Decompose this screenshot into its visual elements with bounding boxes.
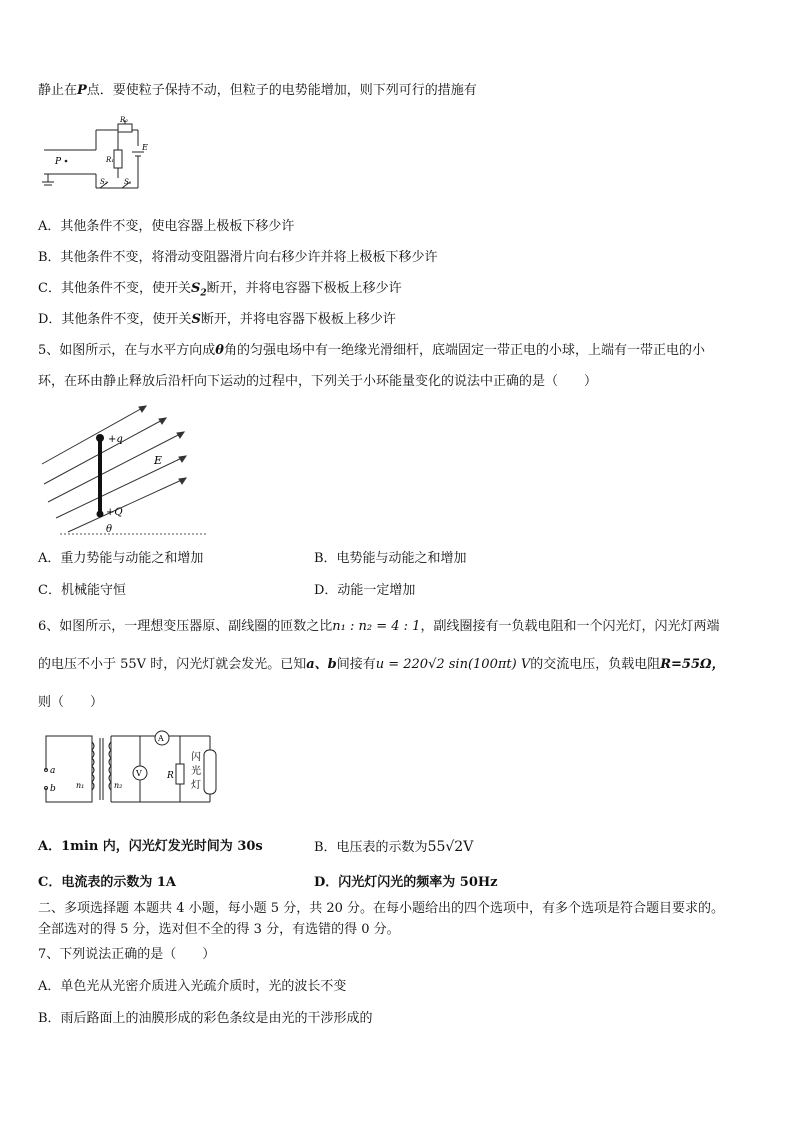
q4-option-c-text-a: C．其他条件不变，使开关 — [38, 281, 191, 296]
fig-label-s2: S₂ — [100, 178, 108, 186]
fig-label-n2: n₂ — [114, 781, 123, 790]
q4-circuit-figure — [38, 112, 158, 200]
q6-stem-text-e: 的交流电压，负载电阻 — [530, 657, 661, 672]
q4-option-b: B．其他条件不变，将滑动变阻器滑片向右移少许并将上极板下移少许 — [38, 250, 438, 265]
fig-label-theta: θ — [106, 524, 113, 535]
q6-transformer-figure — [38, 726, 228, 816]
q5-option-c: C．机械能守恒 — [38, 583, 126, 598]
fig-ammeter-label: A — [158, 734, 164, 743]
q6-option-b-text: B．电压表的示数为 — [314, 840, 428, 855]
q5-stem-text-b: 角的匀强电场中有一绝缘光滑细杆，底端固定一带正电的小球，上端有一带正电的小 — [223, 343, 705, 358]
q4-stem-text-b: 点．要使粒子保持不动，但粒子的电势能增加，则下列可行的措施有 — [86, 83, 477, 98]
section2-line2: 全部选对的得 5 分，选对但不全的得 3 分，有选错的得 0 分。 — [38, 922, 400, 937]
q6-stem-text-c: 的电压不小于 55V 时，闪光灯就会发光。已知 — [38, 657, 307, 672]
q6-turns-ratio: n₁ : n₂ = 4 : 1 — [332, 619, 421, 634]
fig-lamp-char-3: 灯 — [191, 780, 201, 791]
q4-point-p: P — [77, 83, 87, 98]
fig-terminal-a: a — [50, 766, 56, 776]
q5-stem-text-a: 5、如图所示，在与水平方向成 — [38, 343, 216, 358]
q5-stem-line2: 环，在环由静止释放后沿杆向下运动的过程中，下列关于小环能量变化的说法中正确的是（ ） — [38, 374, 598, 389]
q5-stem-line1 — [38, 342, 705, 360]
q4-option-c — [38, 280, 402, 303]
q5-option-b: B．电势能与动能之和增加 — [314, 551, 467, 566]
q6-terminals: a、b — [306, 657, 337, 672]
q5-option-d: D．动能一定增加 — [314, 583, 416, 598]
fig-label-field-e: E — [154, 454, 163, 467]
q4-option-d-switch: S — [191, 312, 201, 327]
q6-stem-line3: 则（ ） — [38, 695, 104, 710]
fig-label-plus-Q: +Q — [106, 507, 123, 518]
q6-stem-line1 — [38, 618, 719, 636]
fig-voltmeter-label: V — [136, 769, 142, 778]
q4-option-c-text-b: 断开，并将电容器下极板上移少许 — [206, 281, 402, 296]
q6-stem-text-a: 6、如图所示，一理想变压器原、副线圈的匝数之比 — [38, 619, 333, 634]
fig-label-plus-q: +q — [108, 434, 123, 445]
q4-option-a: A．其他条件不变，使电容器上极板下移少许 — [38, 219, 295, 234]
fig-terminal-b: b — [50, 784, 56, 794]
fig-label-p: P — [55, 157, 62, 167]
q4-option-c-switch: S — [190, 281, 201, 296]
q6-option-a: A．1min 内，闪光灯发光时间为 30s — [38, 839, 263, 854]
fig-label-e: E — [142, 143, 148, 152]
fig-lamp-char-2: 光 — [191, 766, 201, 777]
q5-option-a: A．重力势能与动能之和增加 — [38, 551, 204, 566]
q4-option-c-switch-subscript: 2 — [200, 288, 207, 299]
fig-lamp-char-1: 闪 — [191, 752, 201, 763]
q6-stem-line2 — [38, 656, 725, 674]
q7-option-b: B．雨后路面上的油膜形成的彩色条纹是由光的干涉形成的 — [38, 1011, 373, 1026]
q6-voltage-formula: u = 220√2 sin(100πt) V — [375, 657, 531, 672]
q5-theta: θ — [215, 343, 224, 358]
q4-option-d-text-a: D．其他条件不变，使开关 — [38, 312, 192, 327]
q4-stem — [38, 82, 477, 100]
q4-stem-text-a: 静止在 — [38, 83, 78, 98]
q5-field-figure — [38, 402, 218, 542]
fig-label-s1: S₁ — [124, 178, 132, 186]
fig-label-r1: R₁ — [106, 156, 115, 164]
q6-option-c: C．电流表的示数为 1A — [38, 875, 177, 890]
q6-resistance: R=55Ω， — [660, 657, 725, 672]
fig-label-r2: R₂ — [120, 116, 129, 124]
fig-label-n1: n₁ — [76, 781, 85, 790]
q6-option-b — [314, 838, 473, 857]
q6-stem-text-d: 间接有 — [336, 657, 376, 672]
q7-stem: 7、下列说法正确的是（ ） — [38, 947, 216, 962]
q4-option-d-text-b: 断开，并将电容器下极板上移少许 — [200, 312, 396, 327]
q4-option-d — [38, 311, 396, 329]
q6-option-d: D．闪光灯闪光的频率为 50Hz — [314, 875, 498, 890]
q6-stem-text-b: ，副线圈接有一负载电阻和一个闪光灯，闪光灯两端 — [420, 619, 720, 634]
fig-resistor-label: R — [167, 771, 174, 781]
q7-option-a: A．单色光从光密介质进入光疏介质时，光的波长不变 — [38, 979, 347, 994]
q6-option-b-value: 55√2V — [427, 839, 474, 855]
section2-line1: 二、多项选择题 本题共 4 小题，每小题 5 分，共 20 分。在每小题给出的四个选项中，有多个选项是符合题目要求的。 — [38, 901, 725, 916]
